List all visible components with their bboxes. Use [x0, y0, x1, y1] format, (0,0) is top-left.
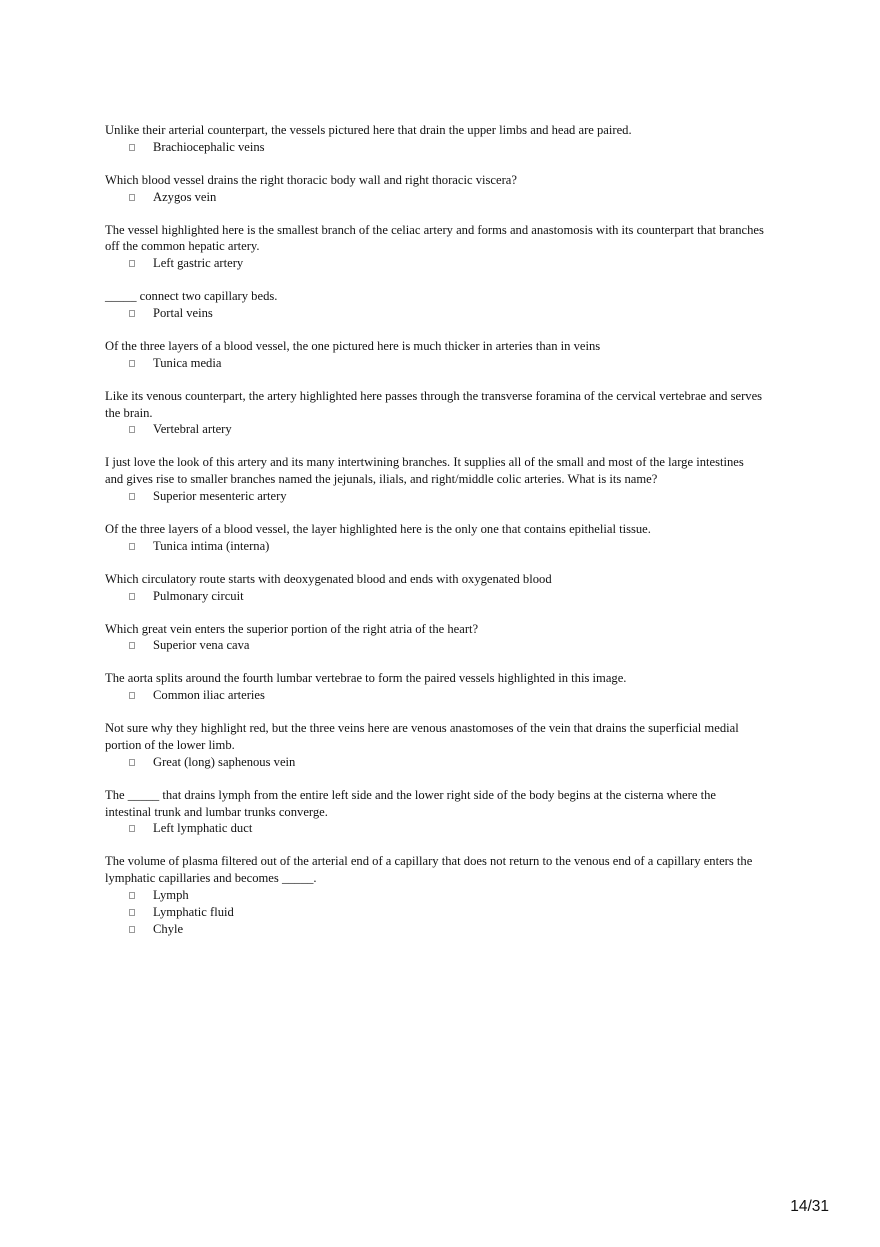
- question-text: The vessel highlighted here is the smallest branch of the celiac artery and forms and anastomosis with its counterpart that branches off the common hepatic artery.: [105, 222, 764, 254]
- answer-option: [105, 754, 765, 771]
- checkbox-icon: [129, 310, 135, 317]
- answer-label: Lymphatic fluid: [153, 904, 234, 919]
- answer-option: [105, 820, 765, 837]
- question-block: [105, 388, 765, 439]
- answer-label: Azygos vein: [153, 189, 217, 204]
- checkbox-icon: [129, 426, 135, 433]
- answer-label: Portal veins: [153, 305, 213, 320]
- question-text: Which blood vessel drains the right thoracic body wall and right thoracic viscera?: [105, 172, 517, 187]
- answer-option: [105, 255, 765, 272]
- question-text: The volume of plasma filtered out of the arterial end of a capillary that does not return to the venous end of a capillary enters the lymphatic capillaries and becomes _____.: [105, 854, 753, 886]
- question-block: [105, 172, 765, 206]
- answer-label: Superior mesenteric artery: [153, 488, 287, 503]
- checkbox-icon: [129, 144, 135, 151]
- answer-label: Tunica media: [153, 355, 222, 370]
- question-block: [105, 521, 765, 555]
- answer-option: [105, 139, 765, 156]
- question-block: [105, 787, 765, 838]
- answer-option: [105, 538, 765, 555]
- answer-option: [105, 189, 765, 206]
- checkbox-icon: [129, 642, 135, 649]
- checkbox-icon: [129, 909, 135, 916]
- answer-label: Lymph: [153, 887, 189, 902]
- answer-label: Vertebral artery: [153, 422, 232, 437]
- answer-option: [105, 904, 765, 921]
- answer-option: [105, 921, 765, 938]
- answer-option: [105, 588, 765, 605]
- answer-option: [105, 421, 765, 438]
- question-text: Like its venous counterpart, the artery highlighted here passes through the transverse foramina of the cervical vertebrae and serves the brain.: [105, 388, 763, 420]
- question-text: The _____ that drains lymph from the entire left side and the lower right side of the body begins at the cisterna where the intestinal trunk and lumbar trunks converge.: [105, 787, 716, 819]
- question-block: [105, 222, 765, 273]
- answer-label: Left gastric artery: [153, 256, 244, 271]
- answer-label: Great (long) saphenous vein: [153, 754, 296, 769]
- checkbox-icon: [129, 926, 135, 933]
- question-text: Which circulatory route starts with deoxygenated blood and ends with oxygenated blood: [105, 571, 552, 586]
- question-block: [105, 670, 765, 704]
- question-block: [105, 853, 765, 938]
- answer-label: Chyle: [153, 921, 184, 936]
- question-text: I just love the look of this artery and its many intertwining branches. It supplies all of the small and most of the large intestines and gives rise to smaller branches named the jejunals, ilials, and right/middle colic arteries. What is its name?: [105, 455, 744, 487]
- question-block: [105, 571, 765, 605]
- answer-label: Superior vena cava: [153, 638, 250, 653]
- question-text: _____ connect two capillary beds.: [105, 289, 278, 304]
- checkbox-icon: [129, 360, 135, 367]
- question-text: Of the three layers of a blood vessel, the layer highlighted here is the only one that contains epithelial tissue.: [105, 521, 651, 536]
- answer-option: [105, 305, 765, 322]
- checkbox-icon: [129, 892, 135, 899]
- answer-option: [105, 637, 765, 654]
- answer-option: [105, 488, 765, 505]
- question-block: [105, 720, 765, 771]
- question-block: [105, 454, 765, 505]
- answer-label: Tunica intima (interna): [153, 538, 270, 553]
- page-number: 14/31: [790, 1198, 829, 1215]
- checkbox-icon: [129, 825, 135, 832]
- question-text: Not sure why they highlight red, but the three veins here are venous anastomoses of the vein that drains the superficial medial portion of the lower limb.: [105, 721, 739, 752]
- checkbox-icon: [129, 260, 135, 267]
- checkbox-icon: [129, 194, 135, 201]
- answer-option: [105, 887, 765, 904]
- question-text: Of the three layers of a blood vessel, the one pictured here is much thicker in arteries than in veins: [105, 338, 601, 353]
- answer-label: Brachiocephalic veins: [153, 139, 265, 154]
- question-block: [105, 288, 765, 322]
- question-block: [105, 621, 765, 655]
- question-list: [105, 122, 765, 954]
- checkbox-icon: [129, 543, 135, 550]
- checkbox-icon: [129, 692, 135, 699]
- question-text: The aorta splits around the fourth lumbar vertebrae to form the paired vessels highlighted in this image.: [105, 671, 627, 686]
- answer-option: [105, 687, 765, 704]
- question-text: Unlike their arterial counterpart, the vessels pictured here that drain the upper limbs and head are paired.: [105, 123, 632, 137]
- checkbox-icon: [129, 493, 135, 500]
- question-block: [105, 122, 765, 156]
- answer-option: [105, 355, 765, 372]
- answer-label: Pulmonary circuit: [153, 588, 244, 603]
- question-text: Which great vein enters the superior portion of the right atria of the heart?: [105, 621, 479, 636]
- answer-label: Common iliac arteries: [153, 688, 265, 703]
- checkbox-icon: [129, 759, 135, 766]
- question-block: [105, 338, 765, 372]
- checkbox-icon: [129, 593, 135, 600]
- answer-label: Left lymphatic duct: [153, 821, 253, 836]
